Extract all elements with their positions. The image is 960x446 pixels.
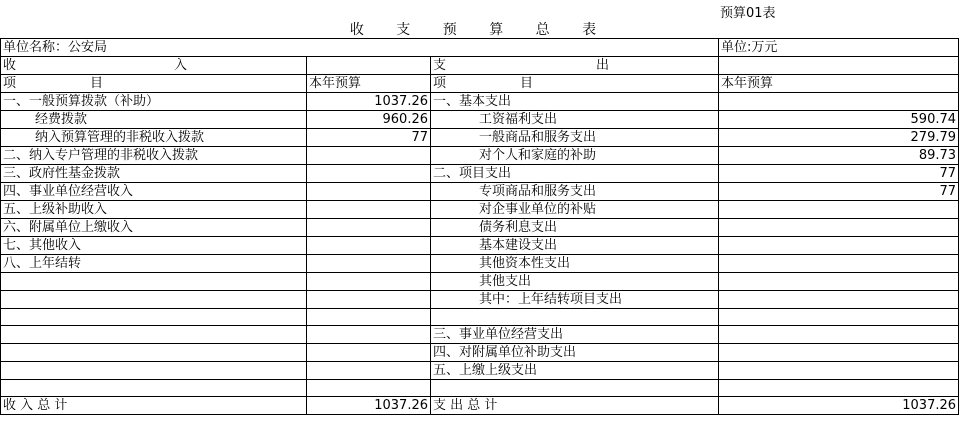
- income-value-cell[interactable]: [307, 380, 431, 397]
- table-row: [1, 165, 959, 183]
- income-value-cell[interactable]: [307, 219, 431, 237]
- table-row: [1, 219, 959, 237]
- income-value-cell[interactable]: [307, 326, 431, 344]
- expense-value-cell[interactable]: [719, 273, 959, 291]
- unit-row: [1, 39, 959, 57]
- income-value-cell[interactable]: [307, 362, 431, 380]
- income-item-cell[interactable]: [1, 309, 307, 326]
- table-row: [1, 362, 959, 380]
- income-item-cell[interactable]: 四、事业单位经营收入: [1, 183, 307, 201]
- expense-header-right: 出: [596, 58, 610, 73]
- expense-item-header[interactable]: [431, 75, 719, 93]
- expense-value-cell[interactable]: [719, 344, 959, 362]
- expense-item-cell[interactable]: 对企事业单位的补贴: [431, 201, 719, 219]
- expense-header-cell[interactable]: [431, 57, 719, 75]
- table-row: [1, 309, 959, 326]
- income-item-cell[interactable]: [1, 273, 307, 291]
- item-label-left: 项: [433, 76, 447, 91]
- empty-header-cell[interactable]: [719, 57, 959, 75]
- income-item-cell[interactable]: 六、附属单位上缴收入: [1, 219, 307, 237]
- total-income-label[interactable]: 收 入 总 计: [1, 397, 307, 415]
- expense-item-cell[interactable]: 四、对附属单位补助支出: [431, 344, 719, 362]
- expense-value-cell[interactable]: [719, 201, 959, 219]
- income-item-header[interactable]: [1, 75, 307, 93]
- income-item-cell[interactable]: [1, 380, 307, 397]
- income-item-cell[interactable]: [1, 291, 307, 309]
- table-row: [1, 344, 959, 362]
- income-value-cell[interactable]: [307, 344, 431, 362]
- expense-value-cell[interactable]: 77: [719, 183, 959, 201]
- income-value-cell[interactable]: 1037.26: [307, 93, 431, 111]
- income-item-cell[interactable]: 经费拨款: [1, 111, 307, 129]
- expense-value-cell[interactable]: [719, 362, 959, 380]
- income-header-right: 入: [174, 58, 188, 73]
- expense-item-cell[interactable]: 基本建设支出: [431, 237, 719, 255]
- income-header-left: 收: [3, 58, 17, 73]
- expense-value-cell[interactable]: [719, 93, 959, 111]
- column-header-row: [1, 75, 959, 93]
- expense-item-cell[interactable]: [431, 309, 719, 326]
- unit-name-cell[interactable]: 单位名称：公安局: [1, 39, 719, 57]
- expense-value-cell[interactable]: [719, 237, 959, 255]
- expense-item-cell[interactable]: 五、上缴上级支出: [431, 362, 719, 380]
- income-value-cell[interactable]: [307, 147, 431, 165]
- income-header-cell[interactable]: [1, 57, 307, 75]
- expense-item-cell[interactable]: 其中：上年结转项目支出: [431, 291, 719, 309]
- table-row: [1, 273, 959, 291]
- expense-value-cell[interactable]: 279.79: [719, 129, 959, 147]
- expense-value-cell[interactable]: 77: [719, 165, 959, 183]
- table-row: [1, 237, 959, 255]
- section-header-row: [1, 57, 959, 75]
- expense-value-cell[interactable]: 590.74: [719, 111, 959, 129]
- income-item-cell[interactable]: 一、一般预算拨款（补助）: [1, 93, 307, 111]
- empty-header-cell[interactable]: [307, 57, 431, 75]
- table-row: [1, 93, 959, 111]
- item-label-left: 项: [3, 76, 17, 91]
- income-value-cell[interactable]: [307, 273, 431, 291]
- income-value-cell[interactable]: 77: [307, 129, 431, 147]
- table-row: [1, 201, 959, 219]
- income-value-cell[interactable]: [307, 201, 431, 219]
- item-label-right: 目: [520, 76, 534, 91]
- expense-item-cell[interactable]: 其他支出: [431, 273, 719, 291]
- expense-value-cell[interactable]: [719, 255, 959, 273]
- table-row: [1, 380, 959, 397]
- table-row: [1, 183, 959, 201]
- item-label-right: 目: [90, 76, 104, 91]
- income-item-cell[interactable]: 七、其他收入: [1, 237, 307, 255]
- expense-item-cell[interactable]: 债务利息支出: [431, 219, 719, 237]
- income-item-cell[interactable]: 三、政府性基金拨款: [1, 165, 307, 183]
- expense-header-left: 支: [433, 58, 447, 73]
- table-row: [1, 326, 959, 344]
- form-code: 预算01表: [720, 6, 776, 21]
- total-expense-value[interactable]: 1037.26: [719, 397, 959, 415]
- page-title: 收 支 预 算 总 表: [349, 22, 611, 38]
- income-item-cell[interactable]: 五、上级补助收入: [1, 201, 307, 219]
- income-value-cell[interactable]: [307, 291, 431, 309]
- expense-value-cell[interactable]: 89.73: [719, 147, 959, 165]
- income-item-cell[interactable]: [1, 344, 307, 362]
- expense-item-cell[interactable]: 其他资本性支出: [431, 255, 719, 273]
- expense-item-cell[interactable]: 对个人和家庭的补助: [431, 147, 719, 165]
- income-item-cell[interactable]: [1, 362, 307, 380]
- income-value-cell[interactable]: [307, 183, 431, 201]
- income-item-cell[interactable]: [1, 326, 307, 344]
- expense-value-cell[interactable]: [719, 219, 959, 237]
- unit-currency-cell[interactable]: 单位:万元: [719, 39, 959, 57]
- table-row: [1, 147, 959, 165]
- expense-value-cell[interactable]: [719, 326, 959, 344]
- expense-item-cell[interactable]: 一般商品和服务支出: [431, 129, 719, 147]
- expense-item-cell[interactable]: 三、事业单位经营支出: [431, 326, 719, 344]
- income-item-cell[interactable]: 八、上年结转: [1, 255, 307, 273]
- income-value-cell[interactable]: [307, 309, 431, 326]
- budget-table: [0, 38, 959, 415]
- expense-item-cell[interactable]: 一、基本支出: [431, 93, 719, 111]
- expense-item-cell[interactable]: 工资福利支出: [431, 111, 719, 129]
- total-row: [1, 397, 959, 415]
- expense-value-cell[interactable]: [719, 291, 959, 309]
- income-value-cell[interactable]: [307, 165, 431, 183]
- expense-value-cell[interactable]: [719, 309, 959, 326]
- income-value-cell[interactable]: [307, 255, 431, 273]
- income-value-cell[interactable]: [307, 237, 431, 255]
- table-row: [1, 129, 959, 147]
- expense-item-cell[interactable]: 专项商品和服务支出: [431, 183, 719, 201]
- expense-item-cell[interactable]: [431, 380, 719, 397]
- table-row: [1, 291, 959, 309]
- expense-budget-header[interactable]: 本年预算: [719, 75, 959, 93]
- total-expense-label[interactable]: 支 出 总 计: [431, 397, 719, 415]
- table-row: [1, 111, 959, 129]
- income-item-cell[interactable]: 纳入预算管理的非税收入拨款: [1, 129, 307, 147]
- income-value-cell[interactable]: 960.26: [307, 111, 431, 129]
- table-row: [1, 255, 959, 273]
- total-income-value[interactable]: 1037.26: [307, 397, 431, 415]
- expense-value-cell[interactable]: [719, 380, 959, 397]
- expense-item-cell[interactable]: 二、项目支出: [431, 165, 719, 183]
- income-budget-header[interactable]: 本年预算: [307, 75, 431, 93]
- income-item-cell[interactable]: 二、纳入专户管理的非税收入拨款: [1, 147, 307, 165]
